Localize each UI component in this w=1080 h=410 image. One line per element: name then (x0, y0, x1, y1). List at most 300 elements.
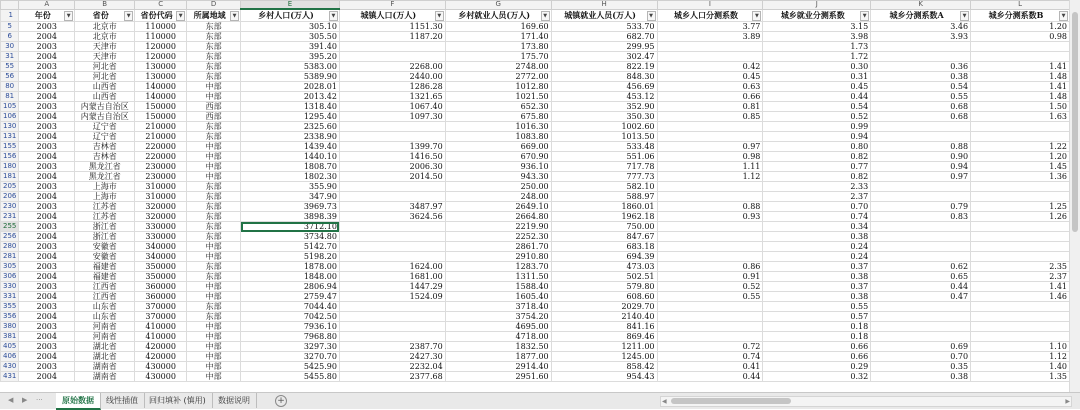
table-cell[interactable]: 220000 (135, 152, 187, 162)
table-cell[interactable]: 1.10 (971, 342, 1070, 352)
table-cell[interactable]: 420000 (135, 342, 187, 352)
table-cell[interactable]: 1.12 (657, 172, 763, 182)
table-cell[interactable]: 江西省 (75, 282, 135, 292)
column-letter-header[interactable]: C (135, 1, 187, 10)
table-cell[interactable]: 1151.30 (339, 22, 445, 32)
table-cell[interactable]: 1.63 (971, 112, 1070, 122)
table-cell[interactable]: 2003 (19, 22, 75, 32)
table-cell[interactable]: 0.38 (763, 292, 871, 302)
table-cell[interactable]: 北京市 (75, 32, 135, 42)
table-cell[interactable]: 110000 (135, 32, 187, 42)
filter-dropdown-icon[interactable]: ▼ (752, 11, 761, 21)
table-cell[interactable]: 1.48 (971, 92, 1070, 102)
table-cell[interactable]: 2003 (19, 142, 75, 152)
table-cell[interactable]: 山西省 (75, 92, 135, 102)
row-number[interactable]: 231 (1, 212, 19, 222)
row-number[interactable]: 230 (1, 202, 19, 212)
table-cell[interactable]: 中部 (187, 282, 241, 292)
field-header-cell[interactable] (339, 9, 445, 22)
table-cell[interactable]: 682.70 (551, 32, 657, 42)
table-cell[interactable]: 0.37 (763, 262, 871, 272)
table-cell[interactable]: 1624.00 (339, 262, 445, 272)
table-cell[interactable]: 2861.70 (445, 242, 551, 252)
table-cell[interactable]: 395.20 (241, 52, 340, 62)
table-cell[interactable]: 352.90 (551, 102, 657, 112)
table-cell[interactable]: 750.00 (551, 222, 657, 232)
table-cell[interactable]: 3624.56 (339, 212, 445, 222)
table-cell[interactable]: 0.97 (657, 142, 763, 152)
table-cell[interactable]: 中部 (187, 292, 241, 302)
row-number[interactable]: 431 (1, 372, 19, 382)
horizontal-scrollbar[interactable] (660, 396, 1072, 407)
row-number[interactable]: 181 (1, 172, 19, 182)
table-cell[interactable] (657, 232, 763, 242)
table-cell[interactable]: 2003 (19, 362, 75, 372)
table-cell[interactable]: 0.86 (657, 262, 763, 272)
table-cell[interactable]: 东部 (187, 312, 241, 322)
table-cell[interactable]: 0.41 (657, 362, 763, 372)
row-number[interactable]: 330 (1, 282, 19, 292)
table-cell[interactable]: 0.63 (657, 82, 763, 92)
table-cell[interactable] (657, 242, 763, 252)
tab-data-description[interactable]: 数据说明 (212, 393, 257, 408)
table-cell[interactable]: 安徽省 (75, 252, 135, 262)
table-cell[interactable] (971, 192, 1070, 202)
table-cell[interactable]: 4695.00 (445, 322, 551, 332)
table-cell[interactable]: 1245.00 (551, 352, 657, 362)
table-cell[interactable]: 2910.80 (445, 252, 551, 262)
table-cell[interactable] (657, 132, 763, 142)
table-cell[interactable]: 3718.40 (445, 302, 551, 312)
table-cell[interactable]: 340000 (135, 242, 187, 252)
add-sheet-icon[interactable]: + (275, 395, 287, 407)
table-cell[interactable] (657, 322, 763, 332)
table-cell[interactable]: 4718.00 (445, 332, 551, 342)
table-cell[interactable]: 吉林省 (75, 142, 135, 152)
row-number[interactable]: 131 (1, 132, 19, 142)
table-cell[interactable]: 0.74 (763, 212, 871, 222)
row-number[interactable]: 256 (1, 232, 19, 242)
table-cell[interactable] (971, 332, 1070, 342)
next-sheet-icon[interactable]: ▶ (22, 396, 28, 404)
table-cell[interactable]: 0.37 (763, 282, 871, 292)
table-cell[interactable]: 350000 (135, 262, 187, 272)
table-cell[interactable]: 2003 (19, 262, 75, 272)
table-cell[interactable]: 320000 (135, 202, 187, 212)
table-cell[interactable]: 2014.50 (339, 172, 445, 182)
table-cell[interactable]: 150000 (135, 102, 187, 112)
table-cell[interactable]: 0.31 (763, 72, 871, 82)
table-cell[interactable]: 2325.60 (241, 122, 340, 132)
table-cell[interactable]: 175.70 (445, 52, 551, 62)
row-number[interactable]: 306 (1, 272, 19, 282)
table-cell[interactable]: 中部 (187, 92, 241, 102)
table-cell[interactable]: 中部 (187, 242, 241, 252)
table-cell[interactable]: 822.19 (551, 62, 657, 72)
table-cell[interactable]: 东部 (187, 72, 241, 82)
table-cell[interactable]: 中部 (187, 322, 241, 332)
table-cell[interactable]: 2004 (19, 72, 75, 82)
table-cell[interactable]: 天津市 (75, 52, 135, 62)
table-cell[interactable]: 3734.80 (241, 232, 340, 242)
table-cell[interactable]: 河南省 (75, 332, 135, 342)
table-cell[interactable]: 7968.80 (241, 332, 340, 342)
table-cell[interactable]: 2004 (19, 92, 75, 102)
table-cell[interactable]: 0.38 (871, 372, 971, 382)
table-cell[interactable] (971, 182, 1070, 192)
field-header-cell[interactable] (657, 9, 763, 22)
table-cell[interactable]: 579.80 (551, 282, 657, 292)
table-cell[interactable]: 869.46 (551, 332, 657, 342)
row-number[interactable]: 31 (1, 52, 19, 62)
table-cell[interactable]: 0.47 (871, 292, 971, 302)
table-cell[interactable]: 0.72 (657, 342, 763, 352)
table-cell[interactable]: 河北省 (75, 62, 135, 72)
table-cell[interactable]: 2664.80 (445, 212, 551, 222)
table-cell[interactable]: 2003 (19, 82, 75, 92)
table-cell[interactable]: 2268.00 (339, 62, 445, 72)
table-cell[interactable]: 1016.30 (445, 122, 551, 132)
table-cell[interactable] (871, 232, 971, 242)
table-cell[interactable]: 中部 (187, 362, 241, 372)
table-cell[interactable]: 1311.50 (445, 272, 551, 282)
table-cell[interactable]: 1860.01 (551, 202, 657, 212)
table-cell[interactable]: 0.83 (871, 212, 971, 222)
table-cell[interactable]: 330000 (135, 222, 187, 232)
table-cell[interactable]: 1808.70 (241, 162, 340, 172)
table-cell[interactable]: 1.35 (971, 372, 1070, 382)
row-number[interactable]: 205 (1, 182, 19, 192)
table-cell[interactable]: 东部 (187, 32, 241, 42)
table-cell[interactable]: 0.52 (657, 282, 763, 292)
table-cell[interactable]: 533.70 (551, 22, 657, 32)
row-number[interactable]: 6 (1, 32, 19, 42)
row-number[interactable]: 155 (1, 142, 19, 152)
table-cell[interactable]: 248.00 (445, 192, 551, 202)
table-cell[interactable]: 福建省 (75, 272, 135, 282)
table-cell[interactable]: 1.12 (971, 352, 1070, 362)
table-cell[interactable]: 0.98 (657, 152, 763, 162)
table-cell[interactable]: 0.30 (763, 62, 871, 72)
table-cell[interactable]: 669.00 (445, 142, 551, 152)
table-cell[interactable]: 2003 (19, 322, 75, 332)
table-cell[interactable]: 2.37 (763, 192, 871, 202)
table-cell[interactable]: 0.82 (763, 172, 871, 182)
table-cell[interactable]: 东部 (187, 212, 241, 222)
table-cell[interactable]: 130000 (135, 72, 187, 82)
table-cell[interactable]: 2914.40 (445, 362, 551, 372)
table-cell[interactable]: 东部 (187, 202, 241, 212)
column-letter-header[interactable]: D (187, 1, 241, 10)
table-cell[interactable]: 1681.00 (339, 272, 445, 282)
table-cell[interactable]: 2004 (19, 332, 75, 342)
table-cell[interactable]: 1286.28 (339, 82, 445, 92)
table-cell[interactable]: 0.70 (763, 202, 871, 212)
table-cell[interactable]: 2140.40 (551, 312, 657, 322)
row-number[interactable]: 255 (1, 222, 19, 232)
tab-linear-interpolation[interactable]: 线性插值 (100, 393, 145, 408)
table-cell[interactable]: 173.80 (445, 42, 551, 52)
table-cell[interactable]: 西部 (187, 112, 241, 122)
table-cell[interactable]: 302.47 (551, 52, 657, 62)
table-cell[interactable] (657, 312, 763, 322)
table-cell[interactable]: 中部 (187, 152, 241, 162)
table-cell[interactable]: 391.40 (241, 42, 340, 52)
column-letter-header[interactable]: K (871, 1, 971, 10)
table-cell[interactable] (871, 132, 971, 142)
table-cell[interactable]: 1.41 (971, 282, 1070, 292)
table-cell[interactable]: 中部 (187, 252, 241, 262)
table-cell[interactable]: 2004 (19, 192, 75, 202)
table-cell[interactable]: 0.94 (871, 162, 971, 172)
select-all-corner[interactable] (1, 1, 19, 10)
table-cell[interactable]: 2004 (19, 252, 75, 262)
table-cell[interactable]: 山东省 (75, 302, 135, 312)
table-cell[interactable]: 347.90 (241, 192, 340, 202)
table-cell[interactable]: 2028.01 (241, 82, 340, 92)
table-cell[interactable]: 3898.39 (241, 212, 340, 222)
table-cell[interactable]: 中部 (187, 332, 241, 342)
table-cell[interactable]: 140000 (135, 82, 187, 92)
table-cell[interactable]: 上海市 (75, 192, 135, 202)
column-letter-header[interactable]: I (657, 1, 763, 10)
table-cell[interactable] (971, 52, 1070, 62)
table-cell[interactable]: 360000 (135, 292, 187, 302)
table-cell[interactable]: 东部 (187, 52, 241, 62)
table-cell[interactable] (657, 302, 763, 312)
table-cell[interactable]: 230000 (135, 162, 187, 172)
vertical-scroll-thumb[interactable] (1072, 12, 1078, 232)
table-cell[interactable]: 943.30 (445, 172, 551, 182)
table-cell[interactable]: 675.80 (445, 112, 551, 122)
table-cell[interactable]: 1399.70 (339, 142, 445, 152)
table-cell[interactable]: 0.93 (657, 212, 763, 222)
table-cell[interactable]: 120000 (135, 52, 187, 62)
table-cell[interactable]: 东部 (187, 182, 241, 192)
table-cell[interactable]: 0.81 (657, 102, 763, 112)
table-cell[interactable]: 黑龙江省 (75, 162, 135, 172)
table-cell[interactable]: 350000 (135, 272, 187, 282)
table-cell[interactable]: 2772.00 (445, 72, 551, 82)
column-letter-header[interactable]: F (339, 1, 445, 10)
table-cell[interactable]: 420000 (135, 352, 187, 362)
table-cell[interactable] (871, 42, 971, 52)
table-cell[interactable]: 1605.40 (445, 292, 551, 302)
table-cell[interactable]: 东部 (187, 302, 241, 312)
table-cell[interactable] (971, 302, 1070, 312)
table-cell[interactable]: 3270.70 (241, 352, 340, 362)
table-cell[interactable]: 0.68 (871, 102, 971, 112)
table-cell[interactable]: 2951.60 (445, 372, 551, 382)
table-cell[interactable]: 1.26 (971, 212, 1070, 222)
table-cell[interactable] (971, 252, 1070, 262)
table-cell[interactable]: 0.36 (871, 62, 971, 72)
table-cell[interactable]: 1283.70 (445, 262, 551, 272)
table-cell[interactable]: 370000 (135, 302, 187, 312)
table-cell[interactable]: 湖北省 (75, 352, 135, 362)
field-header-cell[interactable] (971, 9, 1070, 22)
table-cell[interactable]: 0.79 (871, 202, 971, 212)
prev-sheet-icon[interactable]: ◀ (8, 396, 14, 404)
table-cell[interactable]: 1.20 (971, 152, 1070, 162)
table-cell[interactable]: 天津市 (75, 42, 135, 52)
table-cell[interactable]: 5425.90 (241, 362, 340, 372)
table-cell[interactable] (339, 192, 445, 202)
filter-dropdown-icon[interactable]: ▼ (541, 11, 550, 21)
table-cell[interactable]: 1.45 (971, 162, 1070, 172)
table-cell[interactable]: 山西省 (75, 82, 135, 92)
table-cell[interactable]: 1097.30 (339, 112, 445, 122)
table-cell[interactable]: 2004 (19, 32, 75, 42)
table-cell[interactable]: 0.82 (763, 152, 871, 162)
table-cell[interactable]: 3.77 (657, 22, 763, 32)
table-cell[interactable]: 湖南省 (75, 372, 135, 382)
row-number[interactable]: 405 (1, 342, 19, 352)
table-cell[interactable]: 2.35 (971, 262, 1070, 272)
table-cell[interactable]: 2006.30 (339, 162, 445, 172)
table-cell[interactable]: 0.24 (763, 252, 871, 262)
table-cell[interactable]: 0.65 (871, 272, 971, 282)
table-cell[interactable]: 3297.30 (241, 342, 340, 352)
row-number[interactable]: 331 (1, 292, 19, 302)
field-header-cell[interactable] (135, 9, 187, 22)
table-cell[interactable]: 2748.00 (445, 62, 551, 72)
table-cell[interactable]: 1318.40 (241, 102, 340, 112)
table-cell[interactable] (871, 122, 971, 132)
row-number[interactable]: 56 (1, 72, 19, 82)
table-cell[interactable]: 2003 (19, 222, 75, 232)
table-cell[interactable]: 1067.40 (339, 102, 445, 112)
table-cell[interactable]: 安徽省 (75, 242, 135, 252)
table-cell[interactable]: 0.85 (657, 112, 763, 122)
table-cell[interactable]: 辽宁省 (75, 132, 135, 142)
column-letter-header[interactable]: E (241, 1, 340, 10)
table-cell[interactable]: 1013.50 (551, 132, 657, 142)
table-cell[interactable] (339, 322, 445, 332)
table-cell[interactable]: 2004 (19, 212, 75, 222)
table-cell[interactable] (339, 122, 445, 132)
table-cell[interactable] (971, 42, 1070, 52)
table-cell[interactable]: 0.74 (657, 352, 763, 362)
table-cell[interactable]: 3.98 (763, 32, 871, 42)
table-cell[interactable]: 1877.00 (445, 352, 551, 362)
table-cell[interactable]: 2806.94 (241, 282, 340, 292)
table-cell[interactable]: 210000 (135, 122, 187, 132)
table-cell[interactable]: 410000 (135, 322, 187, 332)
field-header-cell[interactable] (241, 9, 340, 22)
table-cell[interactable]: 2004 (19, 352, 75, 362)
tab-regression-fill[interactable]: 回归填补 (慎用) (143, 393, 213, 408)
table-cell[interactable]: 1.40 (971, 362, 1070, 372)
table-cell[interactable]: 683.18 (551, 242, 657, 252)
table-cell[interactable] (971, 312, 1070, 322)
table-cell[interactable]: 江西省 (75, 292, 135, 302)
table-cell[interactable]: 2004 (19, 232, 75, 242)
table-cell[interactable]: 1439.40 (241, 142, 340, 152)
table-cell[interactable]: 1.48 (971, 72, 1070, 82)
scroll-left-icon[interactable]: ◀ (662, 398, 667, 405)
table-cell[interactable]: 0.98 (971, 32, 1070, 42)
row-number[interactable]: 406 (1, 352, 19, 362)
table-cell[interactable] (657, 252, 763, 262)
table-cell[interactable]: 0.68 (871, 112, 971, 122)
table-cell[interactable] (971, 222, 1070, 232)
table-cell[interactable]: 2004 (19, 372, 75, 382)
table-cell[interactable]: 1588.40 (445, 282, 551, 292)
table-cell[interactable]: 东部 (187, 22, 241, 32)
table-cell[interactable] (971, 232, 1070, 242)
table-cell[interactable] (657, 52, 763, 62)
table-cell[interactable]: 5383.00 (241, 62, 340, 72)
table-cell[interactable] (339, 302, 445, 312)
table-cell[interactable]: 2004 (19, 112, 75, 122)
table-cell[interactable]: 3.46 (871, 22, 971, 32)
table-cell[interactable]: 2003 (19, 302, 75, 312)
row-number[interactable]: 380 (1, 322, 19, 332)
table-cell[interactable]: 582.10 (551, 182, 657, 192)
vertical-scrollbar[interactable] (1069, 0, 1080, 392)
table-cell[interactable] (971, 132, 1070, 142)
table-cell[interactable]: 2219.90 (445, 222, 551, 232)
table-cell[interactable] (657, 332, 763, 342)
table-cell[interactable]: 360000 (135, 282, 187, 292)
table-cell[interactable]: 东部 (187, 222, 241, 232)
table-cell[interactable]: 江苏省 (75, 202, 135, 212)
table-cell[interactable] (339, 182, 445, 192)
table-cell[interactable] (871, 222, 971, 232)
column-letter-header[interactable]: J (763, 1, 871, 10)
table-cell[interactable] (871, 322, 971, 332)
table-cell[interactable]: 0.45 (763, 82, 871, 92)
table-cell[interactable]: 湖南省 (75, 362, 135, 372)
table-cell[interactable]: 河北省 (75, 72, 135, 82)
table-cell[interactable]: 1.41 (971, 62, 1070, 72)
table-cell[interactable]: 0.18 (763, 322, 871, 332)
table-cell[interactable]: 299.95 (551, 42, 657, 52)
table-cell[interactable]: 305.50 (241, 32, 340, 42)
table-cell[interactable]: 936.10 (445, 162, 551, 172)
row-number[interactable]: 180 (1, 162, 19, 172)
table-cell[interactable]: 340000 (135, 252, 187, 262)
table-cell[interactable]: 西部 (187, 102, 241, 112)
table-cell[interactable]: 1832.50 (445, 342, 551, 352)
table-cell[interactable]: 847.67 (551, 232, 657, 242)
table-cell[interactable]: 1187.20 (339, 32, 445, 42)
table-cell[interactable]: 0.57 (763, 312, 871, 322)
table-cell[interactable]: 2759.47 (241, 292, 340, 302)
row-number[interactable]: 305 (1, 262, 19, 272)
filter-dropdown-icon[interactable]: ▼ (435, 11, 444, 21)
table-cell[interactable]: 0.97 (871, 172, 971, 182)
table-cell[interactable]: 1524.09 (339, 292, 445, 302)
table-cell[interactable]: 3754.20 (445, 312, 551, 322)
row-number[interactable]: 30 (1, 42, 19, 52)
table-cell[interactable]: 717.78 (551, 162, 657, 172)
table-cell[interactable]: 东部 (187, 42, 241, 52)
table-cell[interactable]: 2.33 (763, 182, 871, 192)
table-cell[interactable]: 533.48 (551, 142, 657, 152)
table-cell[interactable]: 2003 (19, 62, 75, 72)
row-number[interactable]: 81 (1, 92, 19, 102)
table-cell[interactable]: 中部 (187, 352, 241, 362)
field-header-cell[interactable] (763, 9, 871, 22)
table-cell[interactable]: 2232.04 (339, 362, 445, 372)
table-cell[interactable]: 1.72 (763, 52, 871, 62)
table-cell[interactable]: 1.50 (971, 102, 1070, 112)
table-cell[interactable]: 7044.40 (241, 302, 340, 312)
table-cell[interactable]: 2.37 (971, 272, 1070, 282)
table-cell[interactable]: 0.52 (763, 112, 871, 122)
